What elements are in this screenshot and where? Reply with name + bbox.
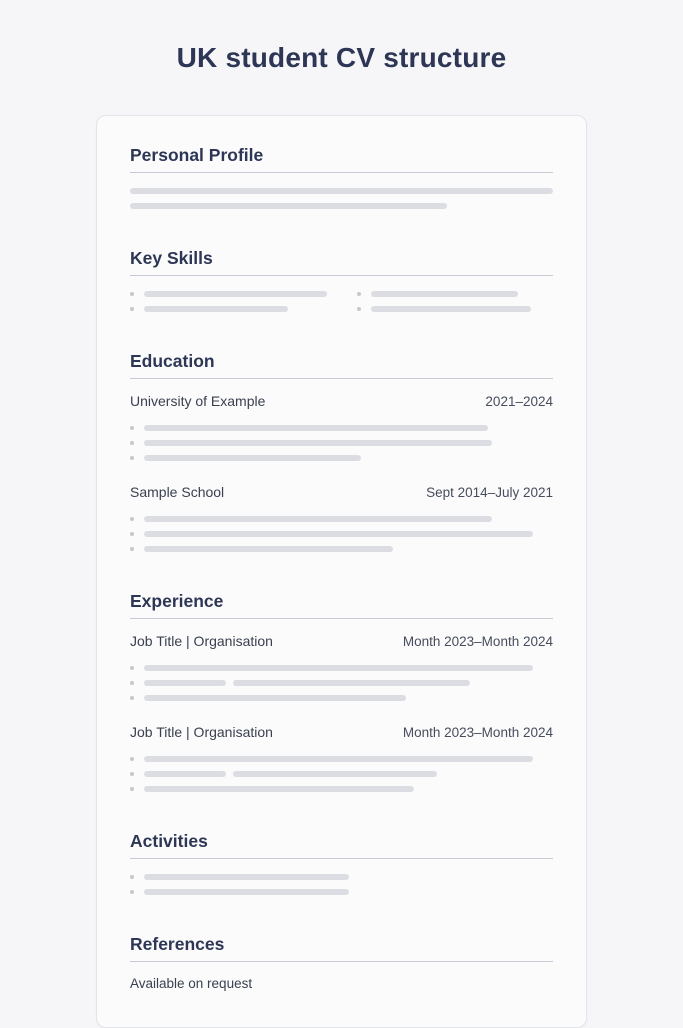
bullet-row bbox=[130, 771, 553, 777]
bullet-row bbox=[357, 291, 554, 297]
bullet-dot-icon bbox=[130, 787, 134, 791]
placeholder-bar bbox=[144, 425, 488, 431]
activities-bullets bbox=[130, 872, 553, 895]
education-entry-school bbox=[130, 483, 553, 552]
bullet-dot-icon bbox=[130, 875, 134, 879]
bullet-bars bbox=[144, 516, 553, 522]
placeholder-bar bbox=[144, 516, 492, 522]
placeholder-bar bbox=[144, 771, 226, 777]
placeholder-bar bbox=[144, 546, 393, 552]
key-skills-heading: Key Skills bbox=[130, 248, 213, 268]
education-entry-dates: 2021–2024 bbox=[485, 394, 553, 409]
bullet-row bbox=[130, 786, 553, 792]
bullet-bars bbox=[144, 874, 553, 880]
section-references bbox=[130, 933, 553, 993]
bullet-row bbox=[130, 455, 553, 461]
bullet-row bbox=[130, 665, 553, 671]
bullet-dot-icon bbox=[130, 292, 134, 296]
placeholder-bar bbox=[144, 786, 414, 792]
entry-header bbox=[130, 483, 553, 502]
experience-entry-dates: Month 2023–Month 2024 bbox=[402, 634, 553, 649]
experience-entry-title: Job Title | Organisation bbox=[130, 724, 273, 740]
bullet-row bbox=[130, 425, 553, 431]
bullet-row bbox=[130, 306, 327, 312]
experience-entry-2 bbox=[130, 723, 553, 792]
placeholder-bar bbox=[144, 440, 492, 446]
placeholder-bar bbox=[144, 306, 288, 312]
bullet-dot-icon bbox=[130, 456, 134, 460]
bullet-row bbox=[130, 531, 553, 537]
placeholder-bar bbox=[144, 665, 533, 671]
bullet-bars bbox=[144, 455, 553, 461]
section-activities bbox=[130, 830, 553, 895]
placeholder-bar bbox=[144, 291, 327, 297]
section-education bbox=[130, 350, 553, 552]
section-experience bbox=[130, 590, 553, 792]
placeholder-bar bbox=[233, 680, 470, 686]
experience-heading: Experience bbox=[130, 591, 224, 611]
entry-header bbox=[130, 632, 553, 651]
placeholder-bar bbox=[144, 531, 533, 537]
placeholder-bar bbox=[233, 771, 438, 777]
key-skills-columns bbox=[130, 289, 553, 312]
section-key-skills bbox=[130, 247, 553, 312]
key-skills-column-right bbox=[357, 289, 554, 312]
bullet-dot-icon bbox=[130, 307, 134, 311]
experience-entry-1 bbox=[130, 632, 553, 701]
bullet-dot-icon bbox=[130, 426, 134, 430]
bullet-dot-icon bbox=[130, 517, 134, 521]
references-note: Available on request bbox=[130, 976, 253, 991]
section-divider bbox=[130, 858, 553, 859]
placeholder-bar bbox=[144, 756, 533, 762]
section-divider bbox=[130, 618, 553, 619]
education-entry-university bbox=[130, 392, 553, 461]
placeholder-bar bbox=[371, 291, 519, 297]
education-entry-title: Sample School bbox=[130, 484, 225, 500]
bullet-row bbox=[130, 680, 553, 686]
education-entry-title: University of Example bbox=[130, 393, 266, 409]
placeholder-bar bbox=[130, 203, 447, 209]
bullet-bars bbox=[371, 306, 554, 312]
placeholder-bar bbox=[144, 695, 406, 701]
bullet-dot-icon bbox=[357, 307, 361, 311]
bullet-bars bbox=[144, 695, 553, 701]
bullet-bars bbox=[144, 440, 553, 446]
bullet-bars bbox=[144, 291, 327, 297]
bullet-bars bbox=[144, 786, 553, 792]
education-entry-bullets bbox=[130, 423, 553, 461]
education-entry-bullets bbox=[130, 514, 553, 552]
bullet-dot-icon bbox=[130, 441, 134, 445]
section-divider bbox=[130, 172, 553, 173]
placeholder-bar bbox=[130, 188, 553, 194]
bullet-bars bbox=[144, 425, 553, 431]
bullet-dot-icon bbox=[130, 547, 134, 551]
bullet-dot-icon bbox=[130, 772, 134, 776]
entry-header bbox=[130, 392, 553, 411]
bullet-dot-icon bbox=[130, 681, 134, 685]
activities-heading: Activities bbox=[130, 831, 208, 851]
placeholder-bar bbox=[144, 455, 361, 461]
experience-entry-bullets bbox=[130, 754, 553, 792]
placeholder-bar bbox=[144, 680, 226, 686]
bullet-row bbox=[357, 306, 554, 312]
references-heading: References bbox=[130, 934, 225, 954]
personal-profile-heading: Personal Profile bbox=[130, 145, 264, 165]
bullet-dot-icon bbox=[357, 292, 361, 296]
placeholder-bar bbox=[144, 889, 349, 895]
bullet-dot-icon bbox=[130, 890, 134, 894]
experience-entry-dates: Month 2023–Month 2024 bbox=[402, 725, 553, 740]
key-skills-column-left bbox=[130, 289, 327, 312]
entry-header bbox=[130, 723, 553, 742]
experience-entry-title: Job Title | Organisation bbox=[130, 633, 273, 649]
bullet-row bbox=[130, 695, 553, 701]
section-divider bbox=[130, 275, 553, 276]
bullet-row bbox=[130, 516, 553, 522]
personal-profile-placeholder-bars bbox=[130, 186, 553, 209]
section-divider bbox=[130, 961, 553, 962]
bullet-bars bbox=[144, 531, 553, 537]
cv-card bbox=[96, 115, 587, 1028]
section-personal-profile bbox=[130, 144, 553, 209]
bullet-bars bbox=[144, 771, 553, 777]
bullet-bars bbox=[144, 546, 553, 552]
page-title: UK student CV structure bbox=[176, 42, 507, 73]
bullet-row bbox=[130, 874, 553, 880]
bullet-bars bbox=[144, 665, 553, 671]
bullet-row bbox=[130, 889, 553, 895]
placeholder-bar bbox=[144, 874, 349, 880]
bullet-row bbox=[130, 546, 553, 552]
section-divider bbox=[130, 378, 553, 379]
bullet-row bbox=[130, 291, 327, 297]
bullet-bars bbox=[144, 889, 553, 895]
placeholder-bar bbox=[371, 306, 532, 312]
bullet-bars bbox=[144, 756, 553, 762]
bullet-bars bbox=[144, 306, 327, 312]
experience-entry-bullets bbox=[130, 663, 553, 701]
education-entry-dates: Sept 2014–July 2021 bbox=[426, 485, 553, 500]
bullet-bars bbox=[371, 291, 554, 297]
bullet-dot-icon bbox=[130, 696, 134, 700]
bullet-row bbox=[130, 756, 553, 762]
bullet-dot-icon bbox=[130, 532, 134, 536]
bullet-row bbox=[130, 440, 553, 446]
bullet-dot-icon bbox=[130, 666, 134, 670]
education-heading: Education bbox=[130, 351, 215, 371]
bullet-dot-icon bbox=[130, 757, 134, 761]
bullet-bars bbox=[144, 680, 553, 686]
